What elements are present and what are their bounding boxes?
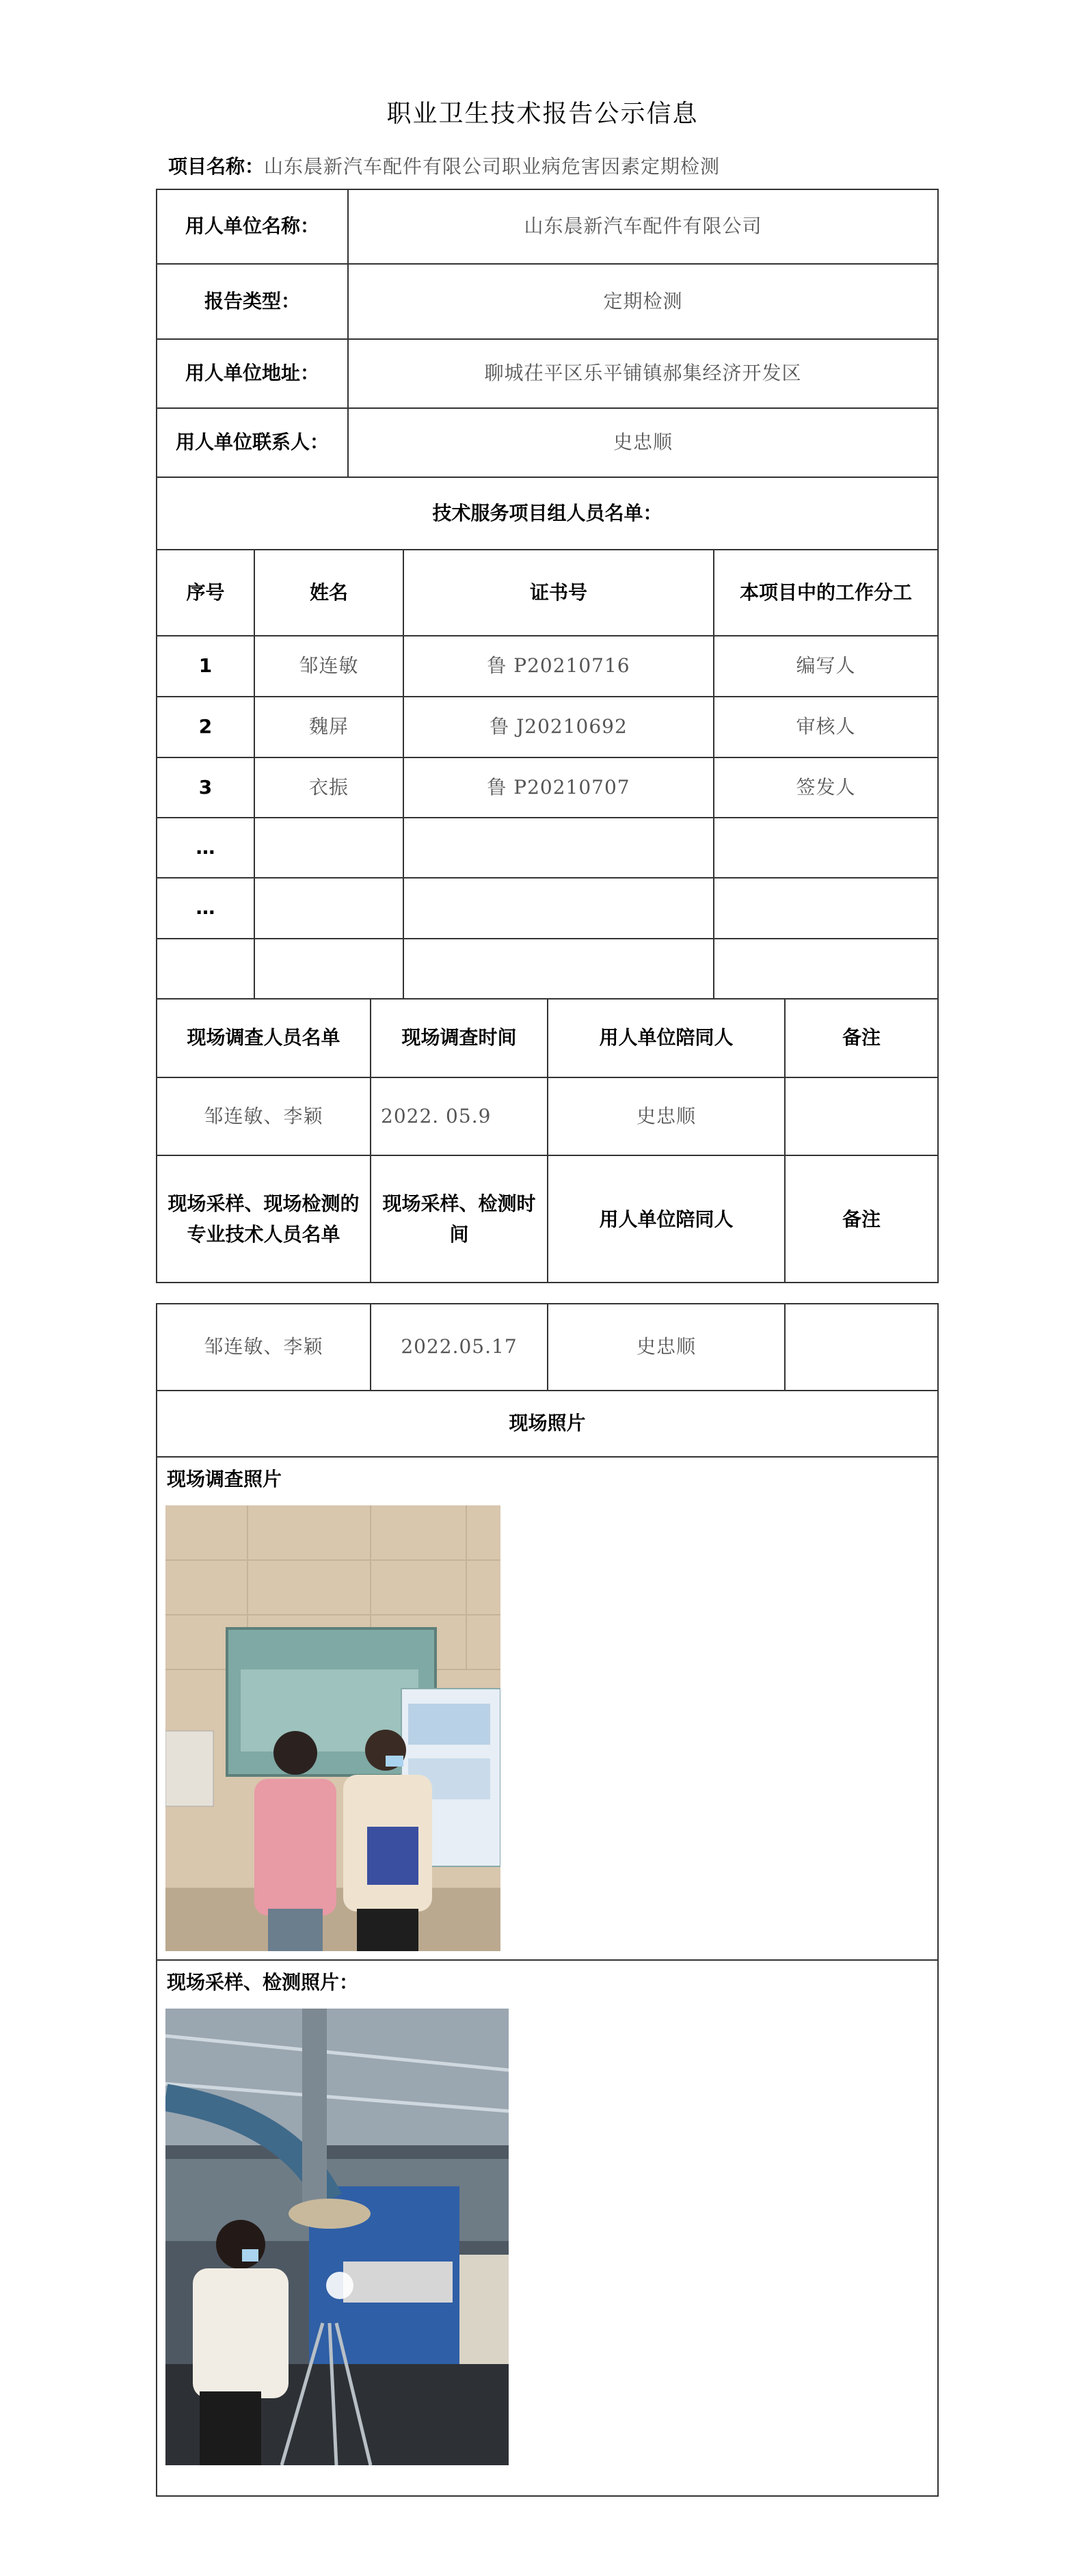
team-row-role: 签发人 [796, 775, 856, 799]
sampling-header-companion: 用人单位陪同人 [599, 1207, 734, 1231]
team-row-role: 编写人 [796, 654, 856, 677]
employer-name-label: 用人单位名称： [185, 215, 319, 238]
divider [156, 1456, 939, 1458]
team-row-cert [404, 939, 713, 998]
employer-address-value: 聊城茌平区乐平铺镇郝集经济开发区 [484, 362, 802, 385]
photos-section-title: 现场照片 [509, 1412, 586, 1435]
sampling-companion: 史忠顺 [636, 1335, 696, 1358]
survey-header-date: 现场调查时间 [401, 1026, 517, 1049]
team-header-name: 姓名 [309, 580, 348, 604]
team-row-no: … [196, 896, 215, 920]
sampling-note [786, 1304, 937, 1390]
project-line [168, 152, 720, 179]
sampling-staff: 邹连敏、李颖 [204, 1335, 323, 1358]
survey-companion: 史忠顺 [636, 1104, 696, 1127]
team-row-name: 衣振 [308, 775, 349, 799]
report-type-label: 报告类型： [204, 289, 300, 312]
team-header-cert: 证书号 [529, 580, 587, 604]
sampling-photo-label: 现场采样、检测照片： [167, 1971, 359, 1994]
team-row-role [714, 939, 937, 998]
employer-name-value: 山东晨新汽车配件有限公司 [524, 215, 762, 238]
team-row-no: 3 [198, 775, 213, 799]
team-row-role [714, 818, 937, 877]
team-row-role: 审核人 [796, 715, 856, 738]
team-row-name: 魏屏 [308, 715, 349, 738]
sampling-header-date: 现场采样、检测时间 [382, 1192, 536, 1246]
sampling-date: 2022.05.17 [401, 1335, 518, 1358]
project-label: 项目名称： [168, 155, 265, 178]
employer-contact-label: 用人单位联系人： [175, 431, 329, 454]
team-row-cert: 鲁 P20210707 [487, 775, 630, 799]
survey-date: 2022. 05.9 [381, 1104, 492, 1127]
project-name: 山东晨新汽车配件有限公司职业病危害因素定期检测 [264, 155, 721, 178]
sampling-header-note: 备注 [842, 1207, 881, 1231]
team-row-name [255, 818, 403, 877]
employer-address-label: 用人单位地址： [185, 362, 319, 385]
team-row-cert [404, 878, 713, 938]
survey-header-staff: 现场调查人员名单 [187, 1026, 340, 1049]
team-row-name [255, 878, 403, 938]
team-header-role: 本项目中的工作分工 [739, 580, 912, 604]
team-header-no: 序号 [186, 580, 225, 604]
team-row-no: … [196, 835, 215, 859]
team-row-name [255, 939, 403, 998]
survey-staff: 邹连敏、李颖 [204, 1104, 323, 1127]
survey-note [786, 1078, 937, 1155]
team-row-cert: 鲁 J20210692 [490, 715, 628, 738]
page-title: 职业卫生技术报告公示信息 [386, 100, 699, 128]
employer-contact-value: 史忠顺 [613, 431, 673, 454]
report-type-value: 定期检测 [603, 289, 683, 312]
divider [156, 1959, 939, 1961]
sampling-header-staff: 现场采样、现场检测的专业技术人员名单 [168, 1192, 360, 1246]
survey-header-note: 备注 [842, 1026, 881, 1049]
survey-photo-label: 现场调查照片 [167, 1468, 282, 1490]
team-section-title: 技术服务项目组人员名单： [432, 501, 662, 524]
team-row-cert [404, 818, 713, 877]
team-row-no: 2 [198, 715, 213, 738]
survey-header-companion: 用人单位陪同人 [599, 1026, 734, 1049]
team-row-role [714, 878, 937, 938]
team-row-no: 1 [198, 654, 213, 677]
team-row-name: 邹连敏 [299, 654, 359, 677]
team-row-no [157, 939, 254, 998]
team-row-cert: 鲁 P20210716 [487, 654, 630, 677]
survey-photo [165, 1505, 500, 1951]
sampling-photo [165, 2009, 509, 2465]
